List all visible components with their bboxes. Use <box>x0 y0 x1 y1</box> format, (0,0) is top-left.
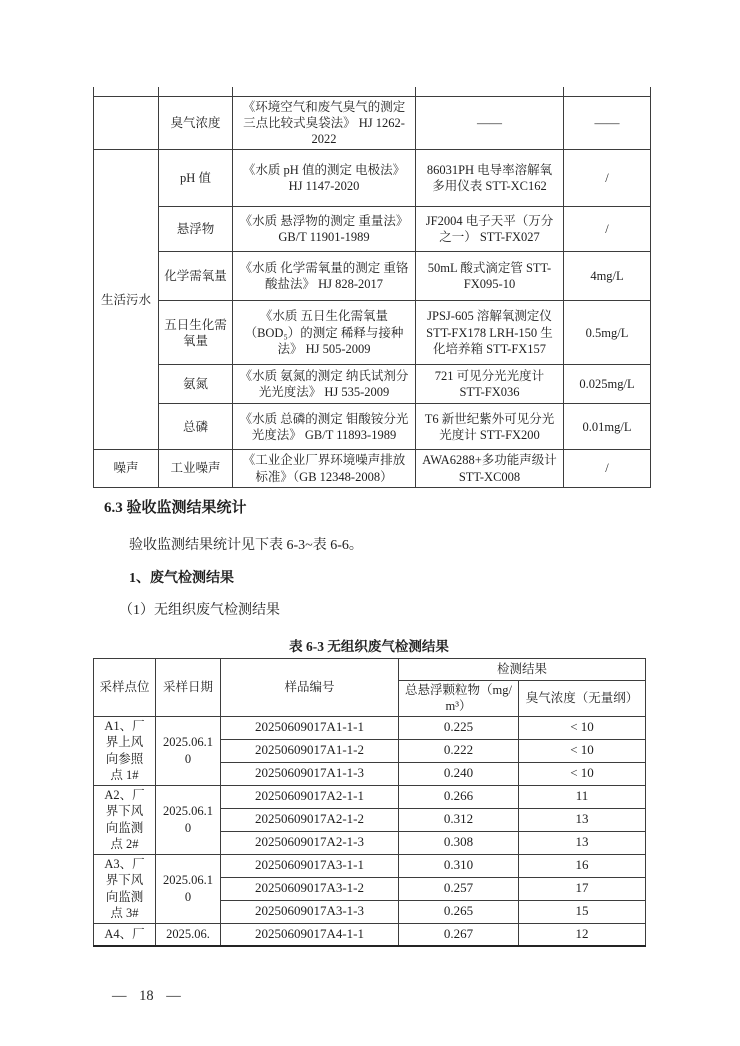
cell-tsp-value: 0.266 <box>399 785 519 808</box>
cell-sample-number: 20250609017A2-1-3 <box>221 831 399 854</box>
cell-sample-number: 20250609017A3-1-1 <box>221 854 399 877</box>
cell-sample-number: 20250609017A1-1-2 <box>221 739 399 762</box>
table-6-3-title: 表 6-3 无组织废气检测结果 <box>289 639 449 654</box>
header-sampling-point: 采样点位 <box>94 659 156 717</box>
cell-odor-value: 13 <box>519 808 646 831</box>
subsection-heading-gas: 1、废气检测结果 <box>129 571 234 586</box>
table-row-continuation <box>94 87 651 96</box>
cell-method: 《工业企业厂界环境噪声排放标准》（GB 12348-2008） <box>233 450 416 488</box>
cell-parameter: 臭气浓度 <box>159 96 233 150</box>
cell-tsp-value: 0.240 <box>399 762 519 785</box>
table-row-sample <box>94 923 646 946</box>
cell-odor-value: < 10 <box>519 739 646 762</box>
cell-parameter: 氨氮 <box>159 365 233 404</box>
cell-tsp-value: 0.308 <box>399 831 519 854</box>
cell-sample-number: 20250609017A3-1-2 <box>221 877 399 900</box>
cell-empty <box>416 87 564 96</box>
cell-sampling-date: 2025.06.10 <box>156 854 221 923</box>
cell-tsp-value: 0.310 <box>399 854 519 877</box>
cell-tsp-value: 0.257 <box>399 877 519 900</box>
cell-sample-number: 20250609017A1-1-3 <box>221 762 399 785</box>
table-header-row <box>94 659 646 681</box>
cell-empty <box>233 87 416 96</box>
cell-method: 《水质 化学需氧量的测定 重铬酸盐法》 HJ 828-2017 <box>233 252 416 301</box>
cell-empty <box>94 87 159 96</box>
table-row-bod <box>94 301 651 365</box>
cell-limit: 0.5mg/L <box>564 301 651 365</box>
cell-sample-number: 20250609017A2-1-2 <box>221 808 399 831</box>
header-result-group: 检测结果 <box>399 659 646 681</box>
cell-method: 《环境空气和废气臭气的测定三点比较式臭袋法》 HJ 1262-2022 <box>233 96 416 150</box>
cell-sampling-point: A1、厂界上风向参照点 1# <box>94 716 156 785</box>
page-number: — 18 — <box>112 988 181 1004</box>
table-row-sample <box>94 854 646 877</box>
header-sampling-date: 采样日期 <box>156 659 221 717</box>
cell-tsp-value: 0.222 <box>399 739 519 762</box>
cell-tsp-value: 0.265 <box>399 900 519 923</box>
cell-odor-value: 15 <box>519 900 646 923</box>
cell-instrument: AWA6288+多功能声级计 STT-XC008 <box>416 450 564 488</box>
table-row-sample <box>94 716 646 739</box>
cell-limit: / <box>564 207 651 252</box>
cell-tsp-value: 0.267 <box>399 923 519 946</box>
cell-limit: 4mg/L <box>564 252 651 301</box>
cell-limit: 0.01mg/L <box>564 404 651 450</box>
cell-parameter: 悬浮物 <box>159 207 233 252</box>
cell-method: 《水质 pH 值的测定 电极法》 HJ 1147-2020 <box>233 150 416 207</box>
cell-category-empty <box>94 96 159 150</box>
cell-parameter: 总磷 <box>159 404 233 450</box>
cell-sampling-point: A3、厂界下风向监测点 3# <box>94 854 156 923</box>
cell-category-noise: 噪声 <box>94 450 159 488</box>
header-tsp: 总悬浮颗粒物（mg/m³） <box>399 681 519 717</box>
section-heading: 6.3 验收监测结果统计 <box>104 500 247 516</box>
cell-sample-number: 20250609017A1-1-1 <box>221 716 399 739</box>
cell-sample-number: 20250609017A2-1-1 <box>221 785 399 808</box>
cell-odor-value: 12 <box>519 923 646 946</box>
cell-category-wastewater: 生活污水 <box>94 150 159 450</box>
cell-odor-value: 11 <box>519 785 646 808</box>
table-row-sample <box>94 785 646 808</box>
table-row-odor <box>94 96 651 150</box>
cell-odor-value: < 10 <box>519 762 646 785</box>
cell-parameter: 五日生化需氧量 <box>159 301 233 365</box>
table-row-ss <box>94 207 651 252</box>
cell-odor-value: < 10 <box>519 716 646 739</box>
table-row-ph <box>94 150 651 207</box>
cell-instrument: 721 可见分光光度计 STT-FX036 <box>416 365 564 404</box>
cell-instrument: 86031PH 电导率溶解氧多用仪表 STT-XC162 <box>416 150 564 207</box>
cell-sampling-point: A4、厂 <box>94 923 156 946</box>
cell-empty <box>564 87 651 96</box>
table-row-nh3n <box>94 365 651 404</box>
subsection-heading-fugitive-gas: （1）无组织废气检测结果 <box>119 603 280 618</box>
cell-limit: / <box>564 150 651 207</box>
cell-sampling-date: 2025.06.10 <box>156 716 221 785</box>
cell-odor-value: 16 <box>519 854 646 877</box>
cell-method: 《水质 氨氮的测定 纳氏试剂分光光度法》 HJ 535-2009 <box>233 365 416 404</box>
cell-sample-number: 20250609017A3-1-3 <box>221 900 399 923</box>
fugitive-gas-results-table <box>93 658 646 947</box>
cell-method: 《水质 五日生化需氧量（BOD₅）的测定 稀释与接种法》 HJ 505-2009 <box>233 301 416 365</box>
cell-parameter: 工业噪声 <box>159 450 233 488</box>
cell-limit: 0.025mg/L <box>564 365 651 404</box>
cell-sampling-date: 2025.06.10 <box>156 785 221 854</box>
header-sample-number: 样品编号 <box>221 659 399 717</box>
cell-limit: —— <box>564 96 651 150</box>
cell-instrument: JPSJ-605 溶解氧测定仪 STT-FX178 LRH-150 生化培养箱 STT-FX157 <box>416 301 564 365</box>
cell-instrument: 50mL 酸式滴定管 STT-FX095-10 <box>416 252 564 301</box>
cell-odor-value: 17 <box>519 877 646 900</box>
cell-tsp-value: 0.312 <box>399 808 519 831</box>
cell-instrument: —— <box>416 96 564 150</box>
table-row-noise <box>94 450 651 488</box>
table-row-cod <box>94 252 651 301</box>
cell-method: 《水质 悬浮物的测定 重量法》 GB/T 11901-1989 <box>233 207 416 252</box>
cell-sampling-date: 2025.06. <box>156 923 221 946</box>
monitoring-methods-table <box>93 87 651 488</box>
cell-odor-value: 13 <box>519 831 646 854</box>
cell-sampling-point: A2、厂界下风向监测点 2# <box>94 785 156 854</box>
section-intro-paragraph: 验收监测结果统计见下表 6-3~表 6-6。 <box>129 538 363 553</box>
table-row-tp <box>94 404 651 450</box>
cell-tsp-value: 0.225 <box>399 716 519 739</box>
cell-method: 《水质 总磷的测定 钼酸铵分光光度法》 GB/T 11893-1989 <box>233 404 416 450</box>
header-odor: 臭气浓度（无量纲） <box>519 681 646 717</box>
cell-parameter: pH 值 <box>159 150 233 207</box>
cell-parameter: 化学需氧量 <box>159 252 233 301</box>
cell-instrument: T6 新世纪紫外可见分光光度计 STT-FX200 <box>416 404 564 450</box>
cell-sample-number: 20250609017A4-1-1 <box>221 923 399 946</box>
cell-limit: / <box>564 450 651 488</box>
cell-empty <box>159 87 233 96</box>
cell-instrument: JF2004 电子天平（万分之一） STT-FX027 <box>416 207 564 252</box>
